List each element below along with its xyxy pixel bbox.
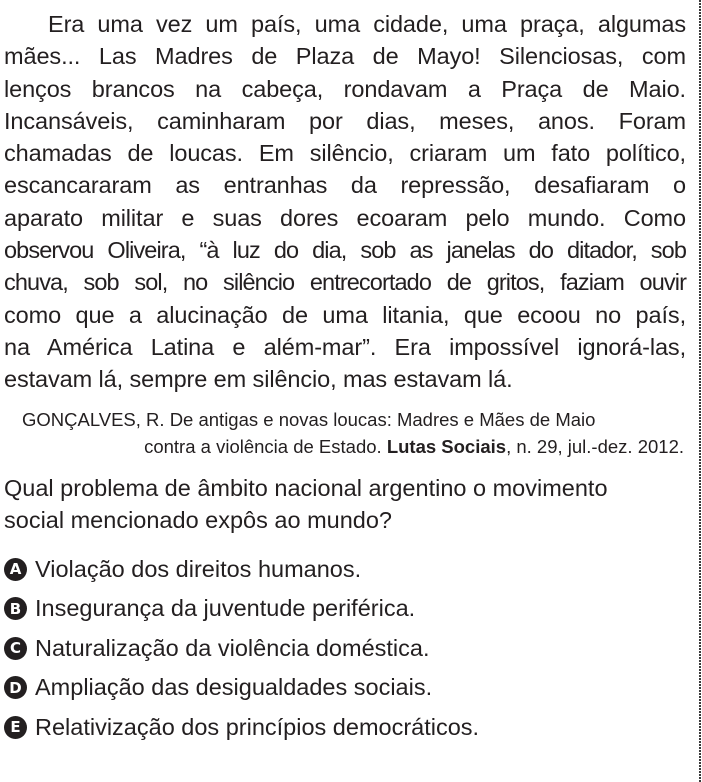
- option-letter-badge: D: [4, 676, 27, 699]
- citation-text: contra a violência de Estado.: [144, 435, 387, 457]
- passage-line: aparato militar e suas dores ecoaram pelo mundo. Como: [4, 204, 686, 231]
- passage-line: na América Latina e além-mar”. Era impossível ignorá-las,: [4, 333, 686, 360]
- passage-line: Era uma vez um país, uma cidade, uma praça, algumas: [48, 11, 686, 37]
- option-letter-badge: A: [4, 558, 27, 581]
- option-text: Insegurança da juventude periférica.: [35, 595, 416, 622]
- passage-line: estavam lá, sempre em silêncio, mas estavam lá.: [4, 366, 513, 393]
- question-line: Qual problema de âmbito nacional argentino o movimento: [4, 474, 608, 501]
- option-text: Naturalização da violência doméstica.: [35, 634, 430, 661]
- passage-line: chuva, sob sol, no silêncio entrecortado de gritos, faziam ouvir: [4, 269, 686, 296]
- question-page: [4, 8, 686, 747]
- option-letter-badge: B: [4, 597, 27, 620]
- question-line: social mencionado expôs ao mundo?: [4, 506, 393, 533]
- option-text: Ampliação das desigualdades sociais.: [35, 674, 433, 701]
- option-letter-badge: E: [4, 716, 27, 739]
- option-b[interactable]: [4, 589, 686, 629]
- citation-journal: Lutas Sociais: [386, 435, 507, 457]
- passage-line: lenços brancos na cabeça, rondavam a Praça de Maio.: [4, 75, 686, 102]
- option-e[interactable]: [4, 708, 686, 748]
- option-letter-badge: C: [4, 637, 27, 660]
- passage-line: escancararam as entranhas da repressão, desafiaram o: [4, 172, 686, 199]
- citation-text: , n. 29, jul.-dez. 2012.: [506, 435, 684, 457]
- passage-line: observou Oliveira, “à luz do dia, sob as janelas do ditador, sob: [4, 237, 686, 264]
- page-edge-rule: [699, 0, 701, 782]
- citation-line: GONÇALVES, R. De antigas e novas loucas: Madres e Mães de Maio: [22, 408, 596, 430]
- option-a[interactable]: [4, 550, 686, 590]
- option-text: Violação dos direitos humanos.: [35, 555, 362, 582]
- passage-line: mães... Las Madres de Plaza de Mayo! Silenciosas, com: [4, 43, 686, 70]
- option-text: Relativização dos princípios democráticos.: [35, 713, 480, 740]
- answer-options: [4, 550, 686, 748]
- passage-line: como que a alucinação de uma litania, que ecoou no país,: [4, 301, 686, 328]
- citation-line: [4, 433, 684, 460]
- passage-line: Incansáveis, caminharam por dias, meses, anos. Foram: [4, 107, 686, 134]
- option-c[interactable]: [4, 629, 686, 669]
- passage-line: chamadas de loucas. Em silêncio, criaram um fato político,: [4, 140, 686, 167]
- option-d[interactable]: [4, 668, 686, 708]
- question-prompt: [4, 472, 686, 536]
- passage-text: [4, 8, 686, 396]
- source-citation: [4, 406, 686, 460]
